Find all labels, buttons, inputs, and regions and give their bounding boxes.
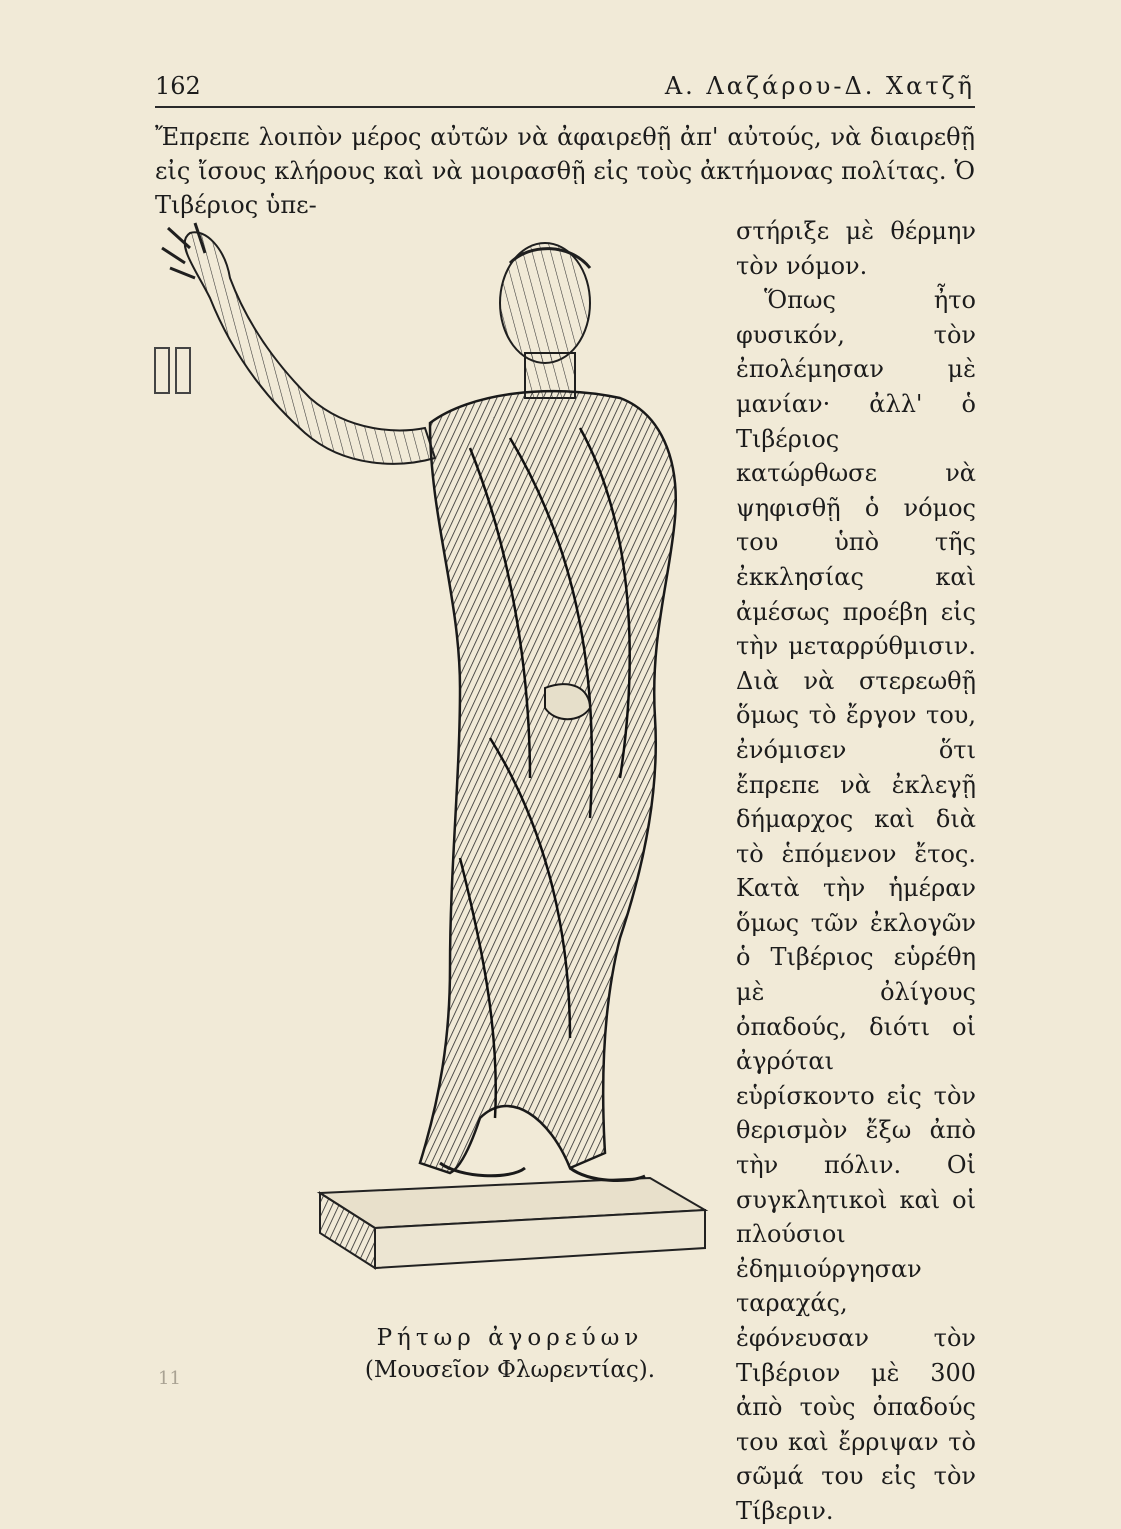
page-header	[155, 70, 975, 108]
intro-paragraph: Ἔπρεπε λοιπὸν μέρος αὐτῶν νὰ ἀφαιρεθῇ ἀπ' αὐτούς, νὰ διαιρεθῇ εἰς ἴσους κλήρους καὶ νὰ μοιρασθῇ εἰς τοὺς ἀκτήμονας πολίτας. Ὁ Τιβέριος ὑπε-	[155, 123, 975, 219]
signature-mark: 11	[158, 1368, 181, 1389]
caption-source: (Μουσεῖον Φλωρεντίας).	[364, 1357, 656, 1383]
column-paragraph-2: Ὅπως ἦτο φυσικόν, τὸν ἐπολέμησαν μὲ μανίαν· ἀλλ' ὁ Τιβέριος κατώρθωσε νὰ ψηφισθῇ ὁ νόμος του ὑπὸ τῆς ἐκκλησίας καὶ ἀμέσως προέβη εἰς τὴν μεταρρύθμισιν. Διὰ νὰ στερεωθῇ ὅμως τὸ ἔργον του, ἐνόμισεν ὅτι ἔπρεπε νὰ ἐκλεγῇ δήμαρχος καὶ διὰ τὸ ἑπόμενον ἔτος. Κατὰ τὴν ἡμέραν ὅμως τῶν ἐκλογῶν ὁ Τιβέριος εὑρέθη μὲ ὀλίγους ὀπαδούς, διότι οἱ ἀγρόται εὑρίσκοντο εἰς τὸν θερισμὸν ἔξω ἀπὸ τὴν πόλιν. Οἱ συγκλητικοὶ καὶ οἱ πλούσιοι ἐδημιούργησαν ταραχάς, ἐφόνευσαν τὸν Τιβέριον μὲ 300 ἀπὸ τοὺς ὀπαδούς του καὶ ἔρριψαν τὸ σῶμά του εἰς τὸν Τίβεριν.	[736, 286, 976, 1525]
running-head: Α. Λαζάρου-Δ. Χατζῆ	[664, 72, 975, 100]
text-column	[736, 214, 976, 1529]
page-number: 162	[155, 72, 201, 100]
column-paragraph-1: στήριξε μὲ θέρμην τὸν νόμον.	[736, 217, 976, 280]
statue-plinth	[320, 1178, 705, 1268]
figure-caption	[360, 1322, 660, 1386]
orator-statue-illustration	[150, 218, 720, 1298]
caption-title: Ρήτωρ ἀγορεύων	[376, 1325, 644, 1351]
